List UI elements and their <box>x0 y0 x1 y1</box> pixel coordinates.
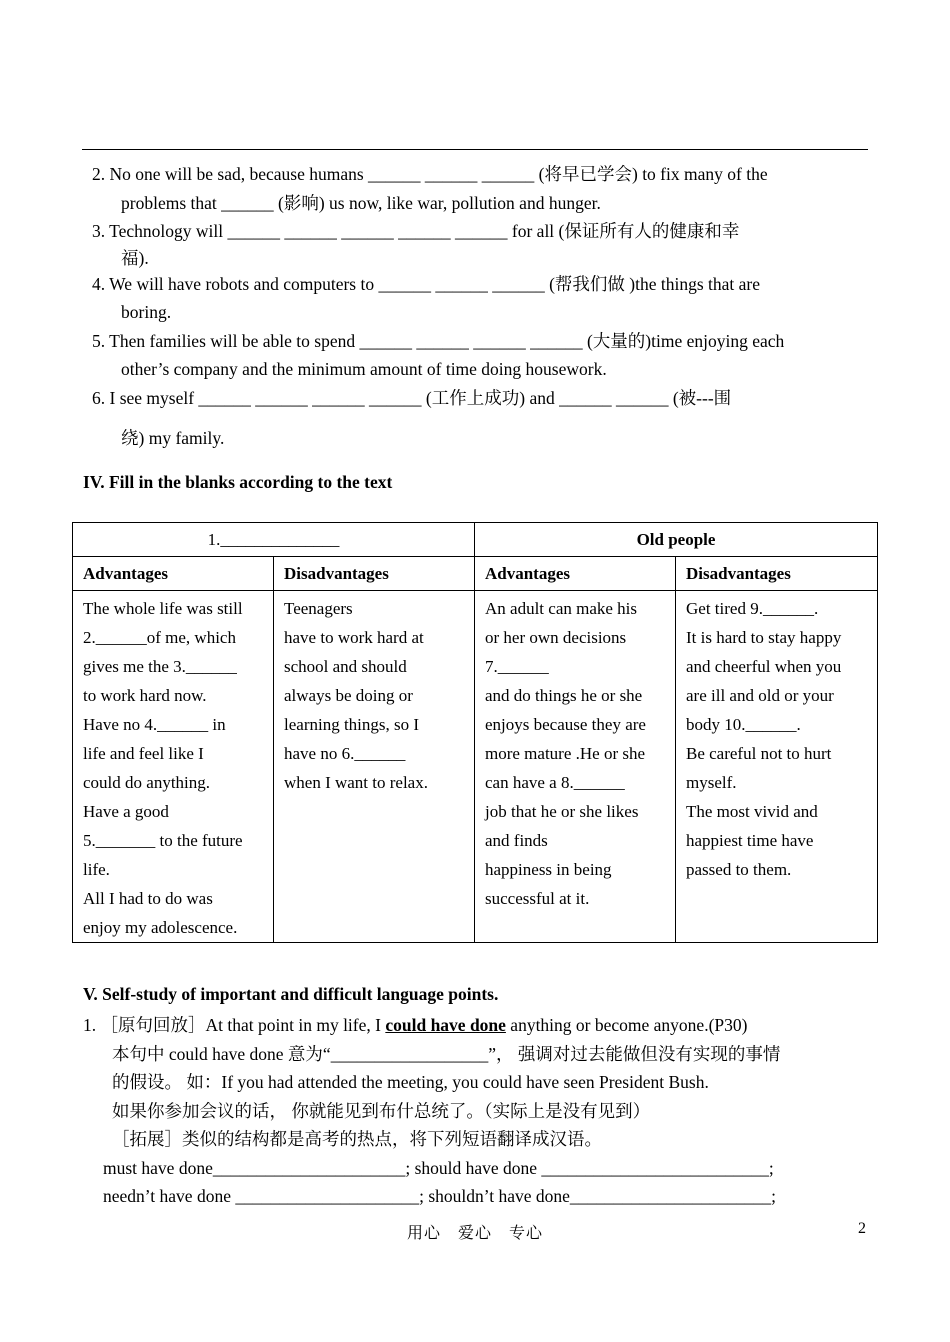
cell-line: can have a 8.______ <box>485 773 625 792</box>
cell-line: happiest time have <box>686 831 814 850</box>
cell-line: Get tired 9.______. <box>686 599 819 618</box>
cell-line: myself. <box>686 773 737 792</box>
point-line-2: 本句中 could have done 意为“__________________”， 强调对过去能做但没有实现的事情 <box>112 1043 781 1064</box>
column-header: Disadvantages <box>676 557 878 591</box>
section-heading-v: V. Self-study of important and difficult language points. <box>83 984 499 1004</box>
cell-line: Have no 4.______ in <box>83 715 226 734</box>
column-header: Disadvantages <box>274 557 475 591</box>
cell-old-disadvantages <box>676 591 878 943</box>
point-line-5: ［拓展］类似的结构都是高考的热点，将下列短语翻译成汉语。 <box>112 1129 602 1149</box>
point-line-6: must have done______________________; should have done __________________________; <box>103 1157 774 1178</box>
page-number: 2 <box>858 1220 866 1237</box>
language-points <box>83 1011 869 1211</box>
cell-line: 2.______of me, which <box>83 628 236 647</box>
section-heading-iv: IV. Fill in the blanks according to the text <box>83 472 393 492</box>
cell-line: life and feel like I <box>83 744 204 763</box>
exercise-item-4 <box>92 270 868 327</box>
point-line-1 <box>83 1011 869 1040</box>
text-span: 1. ［原句回放］At that point in my life, I <box>83 1015 386 1035</box>
point-line-3: 的假设。 如：If you had attended the meeting, you could have seen President Bush. <box>112 1072 709 1092</box>
exercise-item-6 <box>92 384 868 453</box>
cell-line: An adult can make his <box>485 599 638 618</box>
cell-youth-advantages <box>73 591 274 943</box>
cell-line: enjoy my adolescence. <box>83 918 238 937</box>
cell-line: when I want to relax. <box>284 773 428 792</box>
item-line: 2. No one will be sad, because humans ______ ______ ______ (将早已学会) to fix many of the <box>92 164 768 184</box>
item-line: 6. I see myself ______ ______ ______ ______ (工作上成功) and ______ ______ (被---围 <box>92 387 732 408</box>
item-line: 4. We will have robots and computers to ______ ______ ______ (帮我们做 )the things that are <box>92 273 761 294</box>
group-header-left: 1.______________ <box>73 523 475 557</box>
cell-line: The most vivid and <box>686 802 818 821</box>
cell-line: life. <box>83 860 110 879</box>
table-row <box>73 591 878 943</box>
item-line: boring. <box>121 302 172 322</box>
point-line-4: 如果你参加会议的话， 你就能见到布什总统了。（实际上是没有见到） <box>112 1100 651 1121</box>
cell-line: and finds <box>485 831 548 850</box>
cell-line: have no 6.______ <box>284 744 406 763</box>
header-rule <box>82 149 868 150</box>
cell-line: could do anything. <box>83 773 211 792</box>
cell-line: 7.______ <box>485 657 549 676</box>
cell-line: to work hard now. <box>83 686 207 705</box>
column-header: Advantages <box>475 557 676 591</box>
cell-line: 5._______ to the future <box>83 831 243 850</box>
table-group-row <box>73 523 878 557</box>
cell-line: body 10.______. <box>686 715 801 734</box>
cell-line: enjoys because they are <box>485 715 646 734</box>
cell-line: Teenagers <box>284 599 353 618</box>
item-line: 福). <box>121 247 149 268</box>
cell-line: gives me the 3.______ <box>83 657 237 676</box>
cell-youth-disadvantages <box>274 591 475 943</box>
point-line-7: needn’t have done _____________________; shouldn’t have done_______________________; <box>103 1186 777 1206</box>
cell-line: are ill and old or your <box>686 686 834 705</box>
comparison-table <box>72 522 878 943</box>
exercise-item-2 <box>92 160 868 217</box>
cell-line: always be doing or <box>284 686 413 705</box>
item-line: 5. Then families will be able to spend ______ ______ ______ ______ (大量的)time enjoying each <box>92 330 785 351</box>
cell-line: learning things, so I <box>284 715 420 734</box>
exercise-item-3 <box>92 217 868 270</box>
cell-line: job that he or she likes <box>485 802 639 821</box>
cell-line: successful at it. <box>485 889 590 908</box>
translation-exercise <box>92 160 868 453</box>
item-line: 3. Technology will ______ ______ ______ ______ ______ for all (保证所有人的健康和幸 <box>92 221 740 241</box>
cell-line: have to work hard at <box>284 628 424 647</box>
cell-line: Be careful not to hurt <box>686 744 832 763</box>
cell-line: happiness in being <box>485 860 612 879</box>
cell-old-advantages <box>475 591 676 943</box>
cell-line: It is hard to stay happy <box>686 628 842 647</box>
exercise-item-5 <box>92 327 868 384</box>
text-span: anything or become anyone.(P30) <box>505 1015 748 1035</box>
item-line: problems that ______ (影响) us now, like war, pollution and hunger. <box>121 192 601 213</box>
cell-line: Have a good <box>83 802 169 821</box>
cell-line: and cheerful when you <box>686 657 842 676</box>
cell-line: The whole life was still <box>83 599 243 618</box>
item-line: other’s company and the minimum amount of time doing housework. <box>121 359 607 379</box>
cell-line: All I had to do was <box>83 889 213 908</box>
item-line: 绕) my family. <box>121 428 225 448</box>
column-header: Advantages <box>73 557 274 591</box>
cell-line: more mature .He or she <box>485 744 646 763</box>
cell-line: or her own decisions <box>485 628 627 647</box>
key-phrase: could have done <box>385 1015 506 1035</box>
cell-line: passed to them. <box>686 860 792 879</box>
cell-line: school and should <box>284 657 407 676</box>
footer-motto: 用心 爱心 专心 <box>406 1225 543 1242</box>
table-subheader-row <box>73 557 878 591</box>
group-header-right: Old people <box>475 523 878 557</box>
cell-line: and do things he or she <box>485 686 643 705</box>
